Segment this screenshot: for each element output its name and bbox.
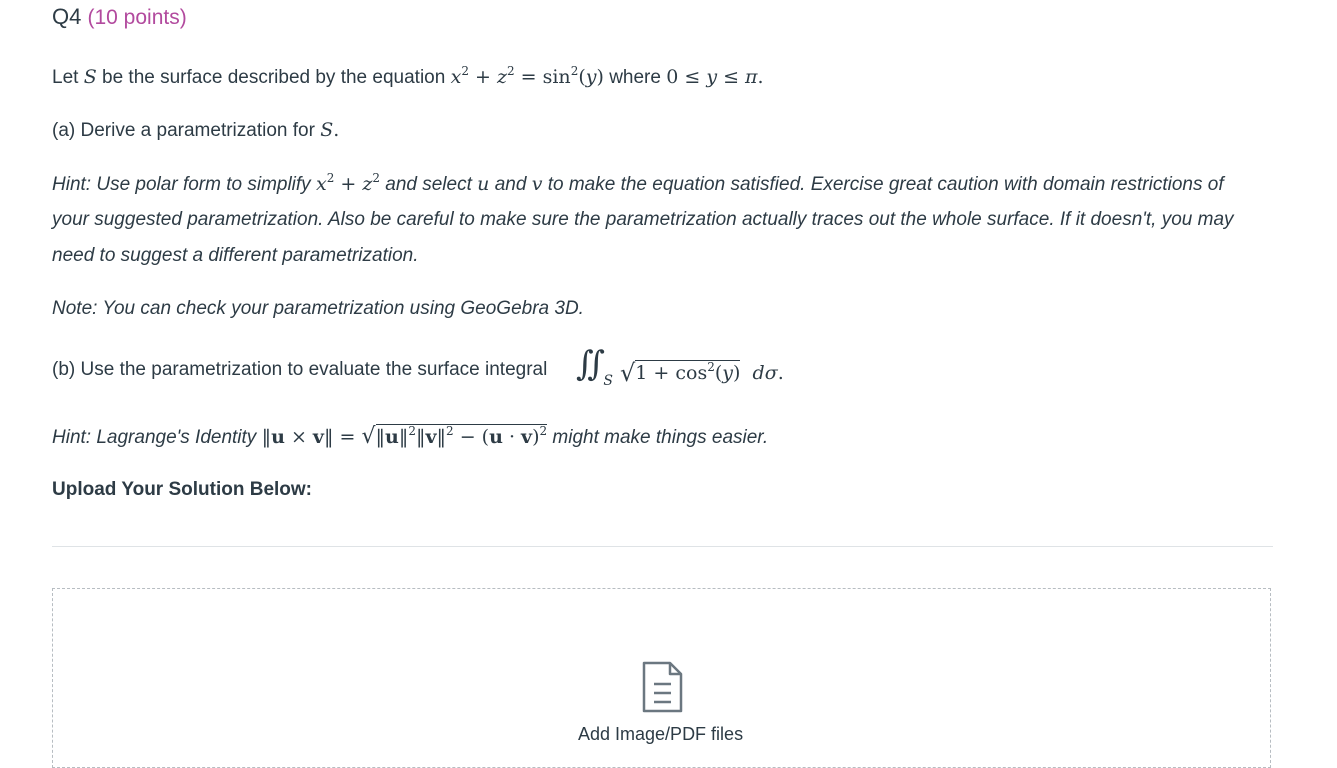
integrand: $√1 + \cos^2(y)$ dσ. (620, 359, 784, 387)
hint-a-line3: need to suggest a different parametrization. (52, 245, 419, 266)
hint-b: Hint: Lagrange's Identity ‖u × v‖ = √‖u‖$^2$‖v‖$^2$ − $(u \cdot v)^2$ might make things easier. (52, 424, 769, 449)
part-a-symbol: S (320, 119, 334, 141)
question-title (52, 4, 187, 30)
add-files-label[interactable]: Add Image/PDF files (578, 724, 744, 744)
intro-lead: Let (52, 67, 79, 88)
question-number: Q4 (52, 4, 82, 29)
intro-line (52, 66, 764, 89)
hint-a-v: v (531, 173, 543, 195)
divider (52, 546, 1273, 547)
y-range: 0 ≤ y ≤ π. (666, 66, 764, 88)
intro-text: be the surface described by the equation (102, 67, 446, 88)
intro-where: where (609, 67, 661, 88)
note-text: Note: You can check your parametrization using GeoGebra 3D. (52, 298, 584, 319)
hint-a-u: u (477, 173, 490, 195)
math-S: S (83, 66, 97, 88)
hint-a-math-x2z2: $x^2 + z^2$ (315, 171, 380, 195)
file-upload-icon[interactable] (640, 660, 684, 719)
upload-heading: Upload Your Solution Below: (52, 479, 313, 500)
hint-a-line1: Hint: Use polar form to simplify $x^2 + z^2$ and select u and v to make the equation satisfied. Exercise great caution with domain restrictions of (52, 171, 1224, 195)
double-integral-sign: ∬ (576, 344, 605, 384)
lagrange-identity: ‖u × v‖ = √‖u‖$^2$‖v‖$^2$ − $(u \cdot v)^2$ (261, 424, 548, 449)
part-a-text: (a) Derive a parametrization for (52, 120, 315, 141)
question-points: (10 points) (87, 6, 187, 29)
hint-a-line2: your suggested parametrization. Also be careful to make sure the parametrization actually traces out the whole surface. If it doesn't, you may (52, 209, 1234, 230)
part-a: (a) Derive a parametrization for S. (52, 119, 340, 141)
part-b-text: (b) Use the parametrization to evaluate the surface integral (52, 359, 548, 380)
surface-equation: $x^2 + z^2 = \sin^2(y)$ (450, 64, 604, 88)
surface-integral: ∬ S (576, 344, 613, 389)
